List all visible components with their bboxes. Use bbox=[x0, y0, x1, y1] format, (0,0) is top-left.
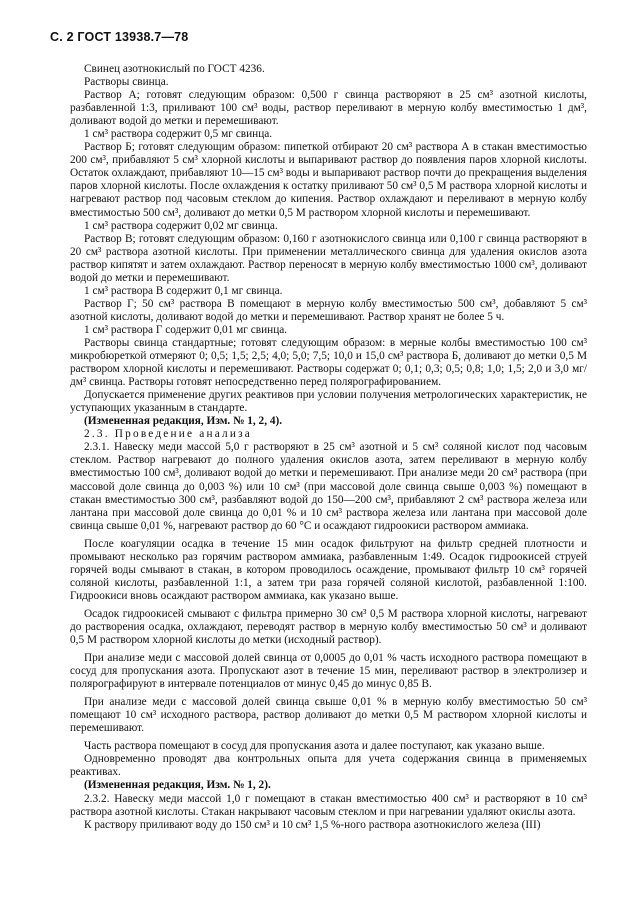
paragraph: Растворы свинца стандартные; готовят следующим образом: в мерные колбы вместимостью 100 см³ микробюреткой отмеряют 0; 0,5; 1,5; 2,5; 4,0; 5,0; 7,5; 10,0 и 15,0 см³ раствора Б, доливают до метки 0,5 М раствором хлорной кислоты и перемешивают. Растворы содержат 0; 0,1; 0,3; 0,5; 0,8; 1,0; 1,5; 2,0 и 3,0 мг/дм³ свинца. Растворы готовят непосредственно перед полярографированием. bbox=[70, 336, 587, 389]
paragraph: Раствор А; готовят следующим образом: 0,500 г свинца растворяют в 25 см³ азотной кислоты, разбавленной 1:3, приливают 100 см³ воды, раствор переливают в мерную колбу вместимостью 1 дм³, доливают водой до метки и перемешивают. bbox=[70, 89, 587, 128]
paragraph: 2.3.1. Навеску меди массой 5,0 г растворяют в 25 см³ азотной и 5 см³ соляной кислот под часовым стеклом. Раствор нагревают до полного удаления окислов азота, затем переливают в мерную колбу вместимостью 100 см³, доливают водой до метки и перемешивают. При анализе меди 20 см³ раствора (при массовой доле свинца до 0,003 %) или 10 см³ (при массовой доле свинца свыше 0,003 %) помещают в стакан вместимостью 300 см³, разбавляют водой до 150—200 см³, прибавляют 2 см³ раствора железа или лантана при массовой доле свинца до 0,01 % и 10 см³ раствора железа или лантана при массовой доле свинца свыше 0,01 %, нагревают раствор до 60 °С и осаждают гидроокиси раствором аммиака. bbox=[70, 441, 587, 532]
paragraph: Осадок гидроокисей смывают с фильтра примерно 30 см³ 0,5 М раствора хлорной кислоты, нагревают до растворения осадка, охлаждают, переводят раствор в мерную колбу вместимостью 50 см³ и доливают 0,5 М раствором хлорной кислоты до метки (исходный раствор). bbox=[70, 607, 587, 647]
amendment-note: (Измененная редакция, Изм. № 1, 2, 4). bbox=[84, 415, 283, 428]
paragraph: 1 см³ раствора содержит 0,5 мг свинца. bbox=[84, 128, 273, 141]
paragraph: К раствору приливают воду до 150 см³ и 10 см³ 1,5 %-ного раствора азотнокислого железа (III) bbox=[84, 818, 541, 831]
paragraph: 1 см³ раствора В содержит 0,1 мг свинца. bbox=[84, 284, 283, 297]
amendment-note: (Измененная редакция, Изм. № 1, 2). bbox=[84, 779, 271, 792]
document-body bbox=[70, 63, 587, 832]
paragraph: Раствор В; готовят следующим образом: 0,160 г азотнокислого свинца или 0,100 г свинца растворяют в 20 см³ раствора азотной кислоты. При применении металлического свинца для удаления окислов азота раствор кипятят и затем охлаждают. Раствор переносят в мерную колбу вместимостью 1000 см³, доливают водой до метки и перемешивают. bbox=[70, 232, 587, 284]
paragraph: Раствор Г; 50 см³ раствора В помещают в мерную колбу вместимостью 500 см³, добавляют 5 см³ азотной кислоты, доливают водой до метки и перемешивают. Раствор хранят не более 5 ч. bbox=[70, 297, 587, 323]
paragraph: После коагуляции осадка в течение 15 мин осадок фильтруют на фильтр средней плотности и промывают несколько раз горячим раствором аммиака, разбавленным 1:49. Осадок гидроокисей струей горячей воды смывают в стакан, в котором проводилось осаждение, промывают фильтр 10 см³ горячей соляной кислоты, разбавленной 1:1, а затем три раза горячей соляной кислотой, разбавленной 1:100. Гидроокиси вновь осаждают раствором аммиака, как указано выше. bbox=[70, 537, 587, 602]
paragraph: Раствор Б; готовят следующим образом: пипеткой отбирают 20 см³ раствора А в стакан вместимостью 200 см³, прибавляют 5 см³ хлорной кислоты и выпаривают раствор до появления паров хлорной кислоты. Остаток охлаждают, прибавляют 10—15 см³ воды и выпаривают раствор почти до прекращения выделения паров хлорной кислоты. После охлаждения к остатку приливают 50 см³ 0,5 М раствора хлорной кислоты и нагревают раствор под часовым стеклом до кипения. Раствор охлаждают и переливают в мерную колбу вместимостью 500 см³, доливают до метки 0,5 М раствором хлорной кислоты и перемешивают. bbox=[70, 141, 587, 219]
paragraph: Свинец азотнокислый по ГОСТ 4236. bbox=[84, 63, 265, 75]
paragraph: Растворы свинца. bbox=[84, 76, 169, 89]
paragraph: Часть раствора помещают в сосуд для пропускания азота и далее поступают, как указано выше. bbox=[84, 740, 545, 753]
paragraph: Одновременно проводят два контрольных опыта для учета содержания свинца в применяемых реактивах. bbox=[70, 753, 587, 779]
page-header: С. 2 ГОСТ 13938.7—78 bbox=[50, 30, 189, 44]
paragraph: 1 см³ раствора Г содержит 0,01 мг свинца. bbox=[84, 323, 288, 336]
paragraph: 2.3.2. Навеску меди массой 1,0 г помещают в стакан вместимостью 400 см³ и растворяют в 10 см³ раствора азотной кислоты. Стакан накрывают часовым стеклом и при нагревании удаляют окислы азота. bbox=[70, 792, 587, 818]
paragraph: При анализе меди с массовой долей свинца свыше 0,01 % в мерную колбу вместимостью 50 см³ помещают 10 см³ исходного раствора, раствор доливают до метки 0,5 М раствором хлорной кислоты и перемешивают. bbox=[70, 696, 587, 735]
section-heading: 2.3. Проведение анализа bbox=[84, 428, 252, 441]
paragraph: Допускается применение других реактивов при условии получения метрологических характеристик, не уступающих указанным в стандарте. bbox=[70, 389, 587, 415]
paragraph: 1 см³ раствора содержит 0,02 мг свинца. bbox=[84, 219, 278, 232]
paragraph: При анализе меди с массовой долей свинца от 0,0005 до 0,01 % часть исходного раствора помещают в сосуд для пропускания азота. Пропускают азот в течение 15 мин, переливают раствор в электролизер и полярографируют в интервале потенциалов от минус 0,45 до минус 0,85 В. bbox=[70, 652, 587, 691]
